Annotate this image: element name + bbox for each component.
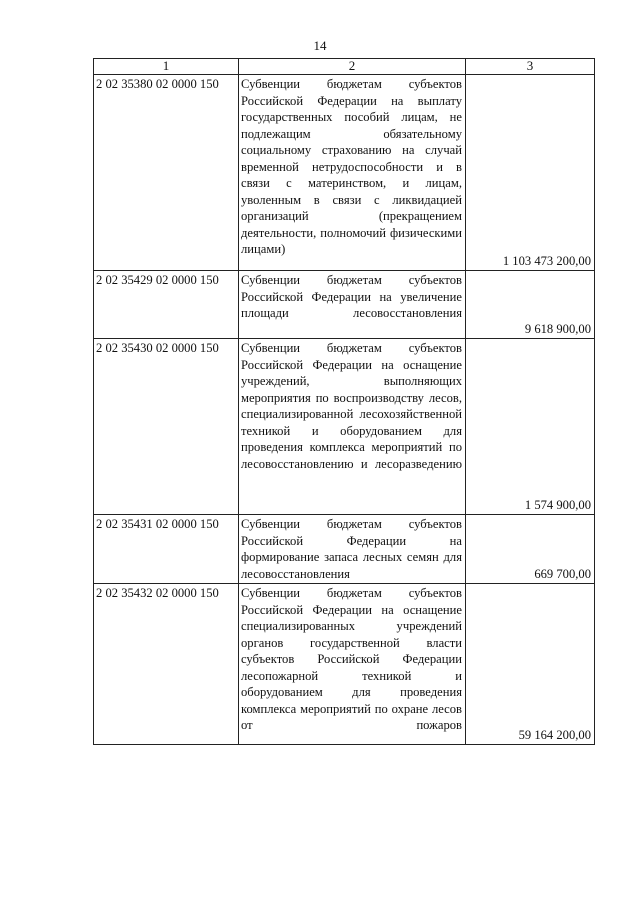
description-text: Субвенции бюджетам субъектов Российской Федерации на оснащение специализированных учреждений органов государственной власти субъектов Российской Федерации лесопожарной техникой и оборудованием для проведения комплекса мероприятий по охране лесов от пожаров [241,586,462,732]
amount-value: 1 574 900,00 [466,339,595,515]
budget-code: 2 02 35432 02 0000 150 [94,584,239,745]
table-row [94,584,595,745]
description-cell [239,75,466,271]
budget-code: 2 02 35430 02 0000 150 [94,339,239,515]
table-row [94,339,595,515]
description-text: Субвенции бюджетам субъектов Российской Федерации на оснащение учреждений, выполняющих мероприятия по воспроизводству лесов, специализированной лесохозяйственной техникой и оборудованием для проведения комплекса мероприятий по лесовосстановлению и лесоразведению [241,341,462,471]
description-cell [239,515,466,584]
description-text: Субвенции бюджетам субъектов Российской Федерации на формирование запаса лесных семян для лесовосстановления [241,517,462,581]
page-number: 14 [313,38,327,53]
column-header-1: 1 [94,59,239,75]
description-cell [239,271,466,339]
description-text: Субвенции бюджетам субъектов Российской Федерации на выплату государственных пособий лицам, не подлежащим обязательному социальному страхованию на случай временной нетрудоспособности и в связи с материнством, и лицам, уволенным в связи с ликвидацией организаций (прекращением деятельности, полномочий физическими лицами) [241,77,462,256]
budget-table [93,58,595,745]
description-cell [239,584,466,745]
table-row [94,271,595,339]
amount-value: 59 164 200,00 [466,584,595,745]
amount-value: 669 700,00 [466,515,595,584]
budget-code: 2 02 35431 02 0000 150 [94,515,239,584]
amount-value: 1 103 473 200,00 [466,75,595,271]
column-header-2: 2 [239,59,466,75]
column-header-3: 3 [466,59,595,75]
description-cell [239,339,466,515]
table-row [94,515,595,584]
table-row [94,75,595,271]
description-text: Субвенции бюджетам субъектов Российской Федерации на увеличение площади лесовосстановления [241,273,462,320]
table-header-row [94,59,595,75]
amount-value: 9 618 900,00 [466,271,595,339]
budget-code: 2 02 35429 02 0000 150 [94,271,239,339]
budget-code: 2 02 35380 02 0000 150 [94,75,239,271]
